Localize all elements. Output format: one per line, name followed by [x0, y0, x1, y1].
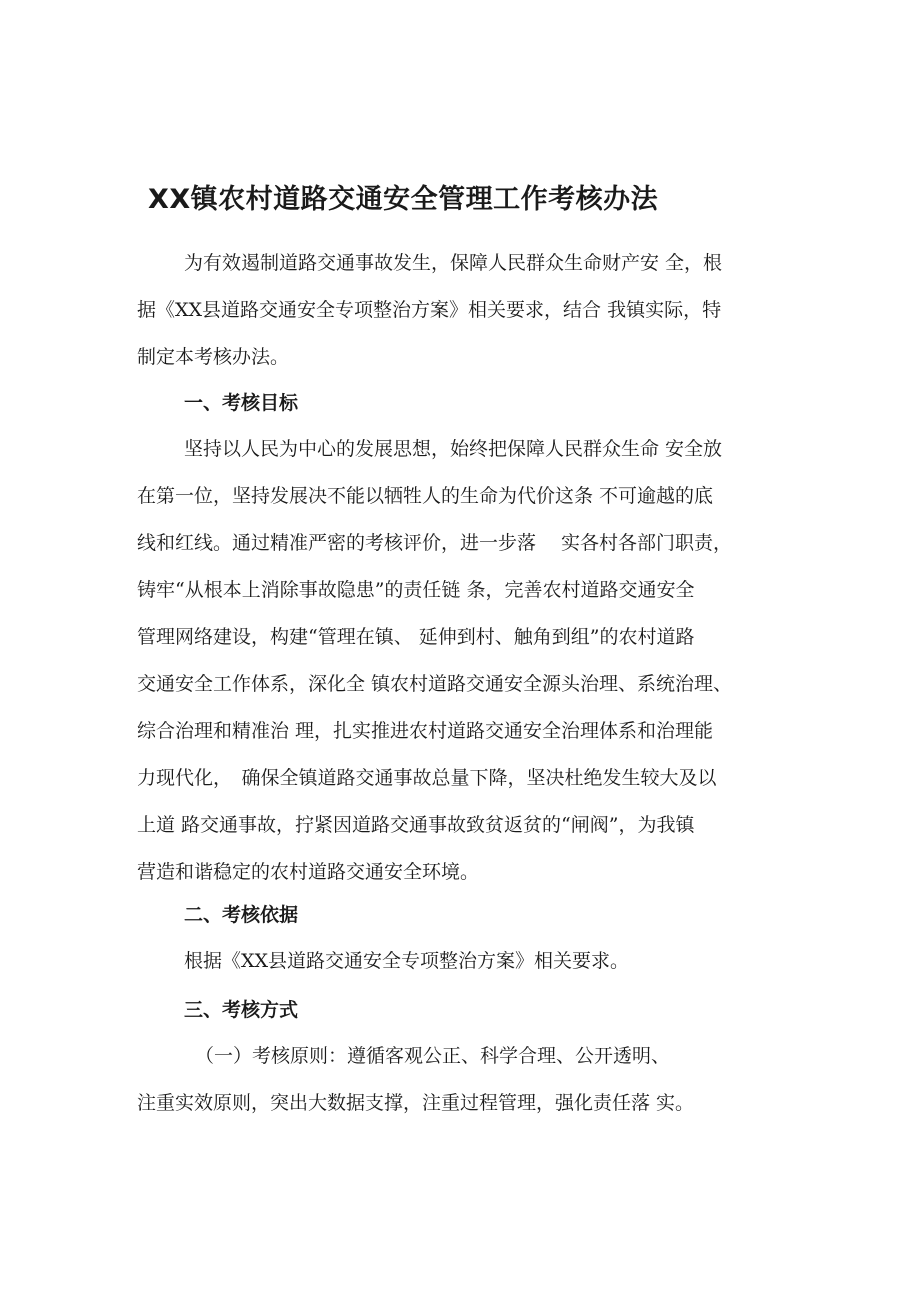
section-heading-basis: 二、考核依据: [184, 904, 299, 926]
text-line: 力现代化， 确保全镇道路交通事故总量下降，坚决杜绝发生较大及以: [137, 767, 717, 789]
text-line: 综合治理和精准治 理，扎实推进农村道路交通安全治理体系和治理能: [137, 720, 714, 742]
text-line: 为有效遏制道路交通事故发生，保障人民群众生命财产安 全，根: [184, 252, 723, 274]
method-paragraph: [137, 1033, 787, 1127]
text-line: 根据《XX县道路交通安全专项整治方案》相关要求。: [184, 950, 630, 972]
document-title: XX镇农村道路交通安全管理工作考核办法: [148, 184, 659, 215]
text-line: 线和红线。通过精准严密的考核评价，进一步落 实各村各部门职责，: [137, 532, 733, 554]
text-line: （一）考核原则：遵循客观公正、科学合理、公开透明、: [195, 1045, 671, 1067]
text-line: 铸牢“从根本上消除事故隐患”的责任链 条，完善农村道路交通安全: [137, 579, 695, 601]
text-line: 管理网络建设，构建“管理在镇、 延伸到村、触角到组”的农村道路: [137, 626, 695, 648]
goals-paragraph: [137, 426, 787, 896]
text-line: 上道 路交通事故，拧紧因道路交通事故致贫返贫的“闸阀”，为我镇: [137, 814, 695, 836]
text-line: 坚持以人民为中心的发展思想，始终把保障人民群众生命 安全放: [184, 438, 723, 460]
text-line: 据《XX县道路交通安全专项整治方案》相关要求，结合 我镇实际，特: [137, 299, 722, 321]
text-line: 制定本考核办法。: [137, 346, 290, 368]
text-line: 交通安全工作体系，深化全 镇农村道路交通安全源头治理、系统治理、: [137, 673, 733, 695]
text-line: 营造和谐稳定的农村道路交通安全环境。: [137, 861, 480, 883]
text-line: 注重实效原则，突出大数据支撑，注重过程管理，强化责任落 实。: [137, 1092, 695, 1114]
section-heading-goals: 一、考核目标: [184, 392, 299, 414]
intro-paragraph: [137, 240, 787, 381]
text-line: 在第一位，坚持发展决不能以牺牲人的生命为代价这条 不可逾越的底: [137, 485, 714, 507]
section-heading-method: 三、考核方式: [184, 999, 299, 1021]
basis-paragraph: [137, 938, 787, 985]
